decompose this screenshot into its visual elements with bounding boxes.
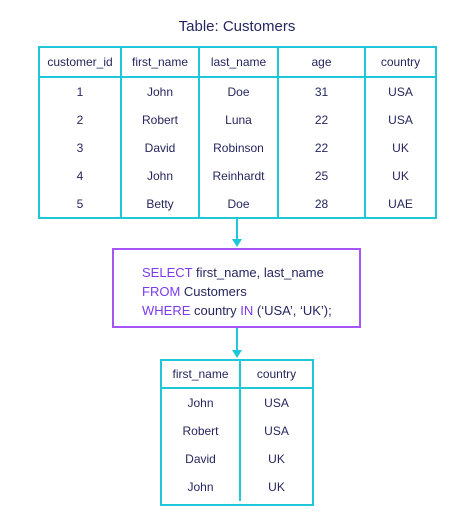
table-cell: UK [239,445,312,473]
table-cell: 5 [76,197,84,211]
keyword-where: WHERE [142,303,191,318]
table-cell: John [187,480,214,494]
where-column: country [190,303,241,318]
table-cell: 4 [76,169,84,183]
customers-table [38,46,437,219]
table-cell: John [187,396,214,410]
query-line-from [142,282,359,301]
arrow-down-icon [229,219,245,248]
table-cell: John [120,162,198,190]
keyword-from: FROM [142,284,181,299]
keyword-select: SELECT [142,265,193,280]
table-cell: UK [239,473,312,501]
customers-table-grid [40,48,435,217]
table-cell: 22 [277,106,364,134]
table-cell: Robert [120,106,198,134]
table-cell: David [185,452,216,466]
in-values: (‘USA’, ‘UK’); [253,303,332,318]
header-cell: age [277,48,364,78]
header-cell: first_name [162,361,239,389]
table-cell: Robinson [198,134,277,162]
table-cell: John [120,78,198,106]
from-table: Customers [180,284,247,299]
table-cell: 2 [76,113,84,127]
table-cell: 3 [76,141,84,155]
table-cell: 1 [76,85,84,99]
table-cell: USA [239,389,312,417]
keyword-in: IN [240,303,254,318]
table-cell: USA [239,417,312,445]
sql-query-box [112,248,361,328]
table-cell: 31 [277,78,364,106]
table-cell: Doe [198,78,277,106]
arrow-down-icon [229,328,245,359]
table-cell: Reinhardt [198,162,277,190]
table-cell: 22 [277,134,364,162]
diagram-title: Table: Customers [178,18,296,35]
table-cell: Robert [182,424,219,438]
header-cell: country [364,48,435,78]
header-cell: country [239,361,312,389]
query-line-select [142,263,359,282]
table-cell: USA [364,106,435,134]
table-cell: Luna [198,106,277,134]
table-cell: 25 [277,162,364,190]
select-columns: first_name, last_name [192,265,324,280]
table-cell: David [120,134,198,162]
table-cell: 28 [277,190,364,218]
table-cell: UK [364,162,435,190]
header-cell: last_name [198,48,277,78]
result-table [160,359,314,506]
header-cell: customer_id [40,48,120,78]
query-line-where [142,301,359,320]
result-table-grid [162,361,312,504]
table-cell: USA [364,78,435,106]
table-cell: UAE [364,190,435,218]
table-cell: Doe [198,190,277,218]
header-cell: first_name [120,48,198,78]
table-cell: Betty [120,190,198,218]
table-cell: UK [364,134,435,162]
